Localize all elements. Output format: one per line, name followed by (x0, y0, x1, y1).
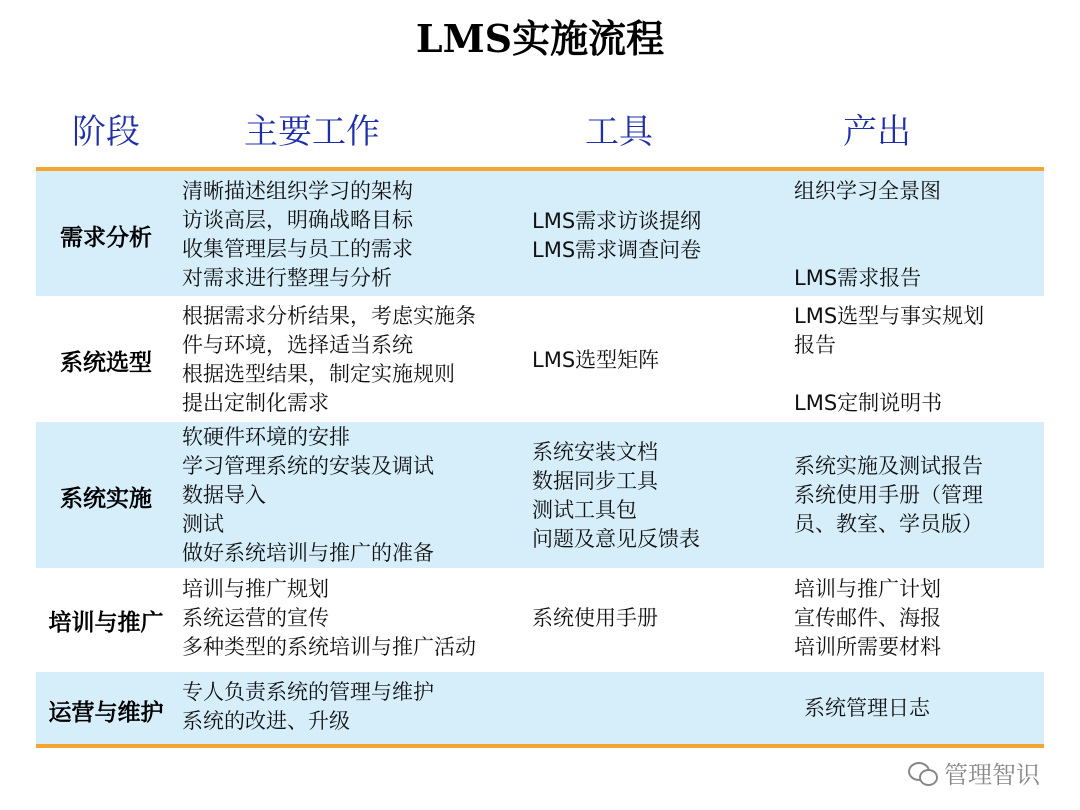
tool-item: 数据同步工具 (532, 469, 658, 493)
work-list (182, 678, 434, 736)
header-tools: 工具 (585, 112, 653, 152)
output-item: LMS选型与事实规划 (794, 304, 985, 328)
tool-list (532, 207, 701, 265)
work-item: 收集管理层与员工的需求 (182, 237, 413, 261)
output-item: LMS定制说明书 (794, 391, 943, 415)
output-list (794, 302, 984, 418)
header-stage: 阶段 (72, 112, 140, 152)
tool-list (532, 604, 658, 633)
output-item: 组织学习全景图 (794, 179, 941, 203)
work-item: 做好系统培训与推广的准备 (182, 541, 434, 565)
output-item: 培训所需要材料 (794, 635, 941, 659)
work-item: 测试 (182, 512, 224, 536)
output-list (794, 575, 941, 662)
tool-item: LMS选型矩阵 (532, 348, 660, 372)
work-item: 专人负责系统的管理与维护 (182, 680, 434, 704)
work-item: 系统的改进、升级 (182, 709, 350, 733)
stage-label: 系统选型 (60, 350, 152, 376)
work-item: 根据需求分析结果，考虑实施条 (182, 304, 476, 328)
output-item: 系统实施及测试报告 (794, 454, 983, 478)
table-row (36, 296, 1044, 422)
watermark-text: 管理智识 (944, 761, 1040, 789)
output-item: 报告 (794, 333, 836, 357)
work-item: 提出定制化需求 (182, 391, 329, 415)
tool-item: 系统使用手册 (532, 606, 658, 630)
table-row (36, 422, 1044, 568)
output-item: 系统管理日志 (804, 696, 930, 720)
table-header (36, 104, 1044, 152)
work-item: 多种类型的系统培训与推广活动 (182, 635, 476, 659)
work-item: 访谈高层，明确战略目标 (182, 208, 413, 232)
output-list (794, 452, 983, 539)
work-list (182, 423, 434, 568)
page-title: LMS实施流程 (415, 16, 665, 61)
wechat-icon (908, 760, 938, 786)
watermark (908, 755, 1040, 790)
output-item: 宣传邮件、海报 (794, 606, 941, 630)
stage-label: 需求分析 (60, 225, 152, 251)
tool-item: LMS需求调查问卷 (532, 238, 702, 262)
work-item: 根据选型结果，制定实施规则 (182, 362, 455, 386)
stage-label: 运营与维护 (48, 700, 164, 726)
output-list (794, 177, 941, 293)
process-table (36, 167, 1044, 748)
work-item: 数据导入 (182, 483, 266, 507)
work-item: 培训与推广规划 (182, 577, 329, 601)
work-list (182, 575, 476, 662)
table-row (36, 672, 1044, 744)
tool-item: 测试工具包 (532, 498, 637, 522)
work-item: 系统运营的宣传 (182, 606, 329, 630)
stage-label: 系统实施 (60, 486, 152, 512)
output-item: 培训与推广计划 (794, 577, 941, 601)
work-item: 软硬件环境的安排 (182, 425, 350, 449)
work-list (182, 302, 476, 418)
work-item: 学习管理系统的安装及调试 (182, 454, 434, 478)
tool-item: LMS需求访谈提纲 (532, 209, 702, 233)
output-item: 系统使用手册（管理 (794, 483, 983, 507)
output-item: 员、教室、学员版） (794, 512, 983, 536)
stage-label: 培训与推广 (48, 610, 164, 636)
tool-item: 系统安装文档 (532, 440, 658, 464)
work-list (182, 177, 413, 293)
work-item: 清晰描述组织学习的架构 (182, 179, 413, 203)
header-work: 主要工作 (244, 112, 380, 152)
table-row (36, 568, 1044, 672)
tool-list (532, 438, 700, 554)
output-item: LMS需求报告 (794, 266, 922, 290)
work-item: 对需求进行整理与分析 (182, 266, 392, 290)
work-item: 件与环境，选择适当系统 (182, 333, 413, 357)
output-list (804, 694, 930, 723)
header-output: 产出 (843, 112, 911, 152)
tool-item: 问题及意见反馈表 (532, 527, 700, 551)
tool-list (532, 346, 659, 375)
table-row (36, 171, 1044, 296)
